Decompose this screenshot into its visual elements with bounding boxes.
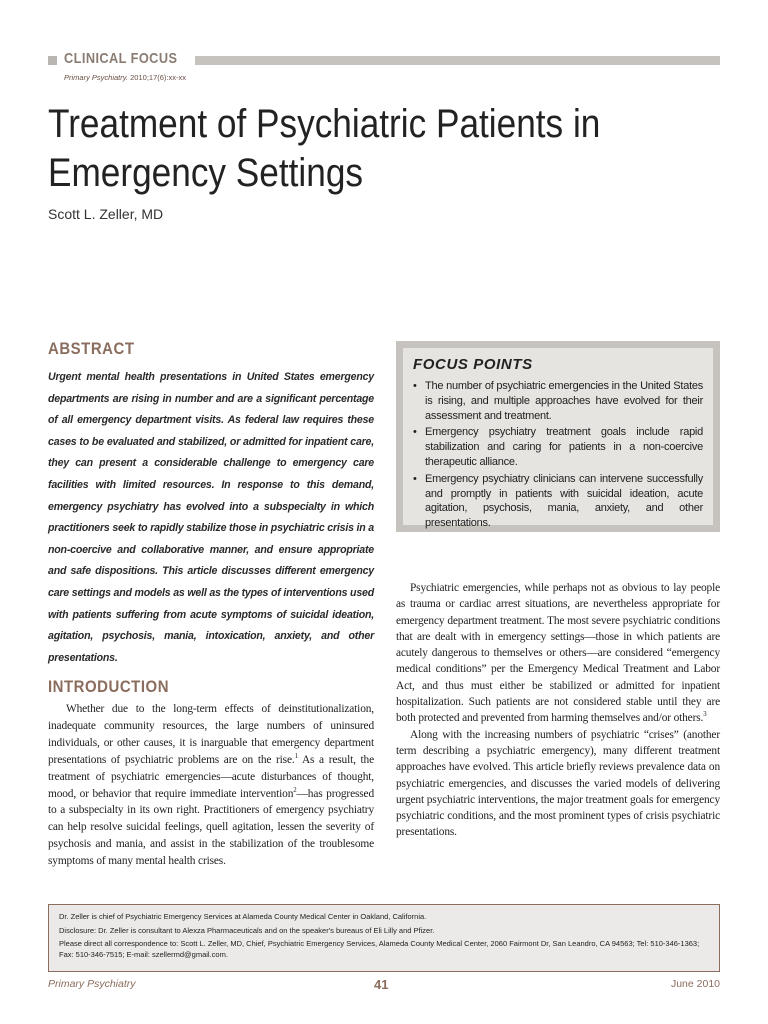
focus-point-text: Emergency psychiatry treatment goals include rapid stabilization and caring for patients in a non-coercive therapeutic alliance. — [425, 426, 703, 468]
bullet-icon: • — [413, 472, 417, 485]
abstract-heading: ABSTRACT — [48, 339, 135, 358]
author-byline: Scott L. Zeller, MD — [48, 206, 164, 222]
author-correspondence: Please direct all correspondence to: Scott L. Zeller, MD, Chief, Psychiatric Emergency Services, Alameda County Medical Center, 2060 Fairmont Dr, San Leandro, CA 94563; Tel: 510-346-1363; Fax: 510-346-7515; E-mail: szellermd@gmail.com. — [59, 939, 700, 959]
author-affiliation: Dr. Zeller is chief of Psychiatric Emergency Services at Alameda County Medical Center in Oakland, California. — [59, 912, 427, 921]
focus-points-list — [413, 379, 703, 531]
focus-points-heading: FOCUS POINTS — [413, 356, 533, 373]
footer-journal: Primary Psychiatry — [48, 978, 136, 990]
reference-marker: 2 — [293, 786, 297, 794]
focus-points-box — [396, 341, 720, 532]
header-rule — [195, 56, 720, 65]
citation-ref: 2010;17(6):xx-xx — [130, 73, 186, 82]
paragraph-text: —has progressed to a subspecialty in its own right. Practitioners of emergency psychiatry can help resolve suicidal feelings, quell agitation, lessen the severity of psychosis and mania, and assist in the stabilization of the troublesome symptoms of many mental health crises. — [48, 787, 374, 868]
focus-points-inner — [403, 348, 713, 530]
reference-marker: 3 — [703, 711, 707, 719]
bullet-icon: • — [413, 426, 417, 439]
introduction-paragraph-1 — [48, 701, 374, 870]
focus-point-text: Emergency psychiatry clinicians can intervene successfully and promptly in patients with suicidal ideation, acute agitation, psychosis, mania, anxiety, and other presentations. — [425, 472, 703, 530]
page-number: 41 — [374, 977, 389, 992]
focus-point — [413, 379, 703, 423]
paragraph-text: Psychiatric emergencies, while perhaps not as obvious to lay people as trauma or cardiac arrest situations, are nevertheless appropriate for emergency department treatment. The most severe psychiatric conditions that are dealt with in emergency settings—those in which patients are acutely dangerous to themselves or others—are considered “emergency medical conditions” per the Emergency Medical Treatment and Labor Act, and thus must either be stabilized or admitted for inpatient hospitalization. Such patients are not considered stable until they are both protected and prevented from harming themselves and/or others. — [396, 582, 720, 725]
author-disclosure: Disclosure: Dr. Zeller is consultant to Alexza Pharmaceuticals and on the speaker's bureaus of Eli Lilly and Pfizer. — [59, 925, 435, 935]
introduction-paragraph-2 — [396, 580, 720, 727]
footer-date: June 2010 — [670, 978, 720, 990]
abstract-text: Urgent mental health presentations in United States emergency departments are rising in number and are a significant percentage of all emergency department visits. As federal law requires these cases to be evaluated and stabilized, or admitted for inpatient care, they can present a considerable challenge to emergency care facilities with limited resources. In response to this demand, emergency psychiatry has evolved into a subspecialty in which practitioners seek to rapidly stabilize those in psychiatric crisis in a non-coercive and collaborative manner, and ensure appropriate and safe dispositions. This article discusses different emergency care settings and models as well as the types of interventions used with patients suffering from acute symptoms of suicidal ideation, agitation, psychosis, mania, intoxication, anxiety, and other presentations. — [48, 371, 374, 664]
article-title: Treatment of Psychiatric Patients in Emergency Settings — [48, 102, 601, 195]
paragraph-text: As a result, the treatment of psychiatric emergencies—acute disturbances of thought, mood, or behavior that require immediate intervention — [48, 753, 374, 800]
citation — [64, 73, 186, 82]
introduction-paragraph-3: Along with the increasing numbers of psychiatric “crises” (another term describing a psychiatric emergency), many different treatment approaches have evolved. This article briefly reviews prevalence data on psychiatric emergencies, and discusses the varied models of delivering urgent psychiatric interventions, the major treatment goals for emergency psychiatric conditions, and the most prominent types of crisis psychiatric presentations. — [396, 728, 720, 839]
bullet-icon: • — [413, 380, 417, 392]
focus-point — [413, 472, 703, 531]
focus-point-text: The number of psychiatric emergencies in the United States is rising, and multiple approaches have evolved for their assessment and treatment. — [425, 380, 703, 422]
paragraph-text: Whether due to the long-term effects of deinstitutionalization, inadequate community resources, the large numbers of uninsured individuals, or other causes, it is inarguable that emergency department presentations of psychiatric problems are on the rise. — [48, 703, 374, 766]
author-note-box — [48, 904, 720, 972]
reference-marker: 1 — [294, 752, 298, 760]
section-label: CLINICAL FOCUS — [64, 50, 178, 67]
citation-journal: Primary Psychiatry. — [64, 73, 129, 82]
introduction-column-2 — [396, 580, 720, 841]
introduction-heading: INTRODUCTION — [48, 677, 170, 696]
header-marker — [48, 56, 57, 65]
focus-point — [413, 425, 703, 469]
